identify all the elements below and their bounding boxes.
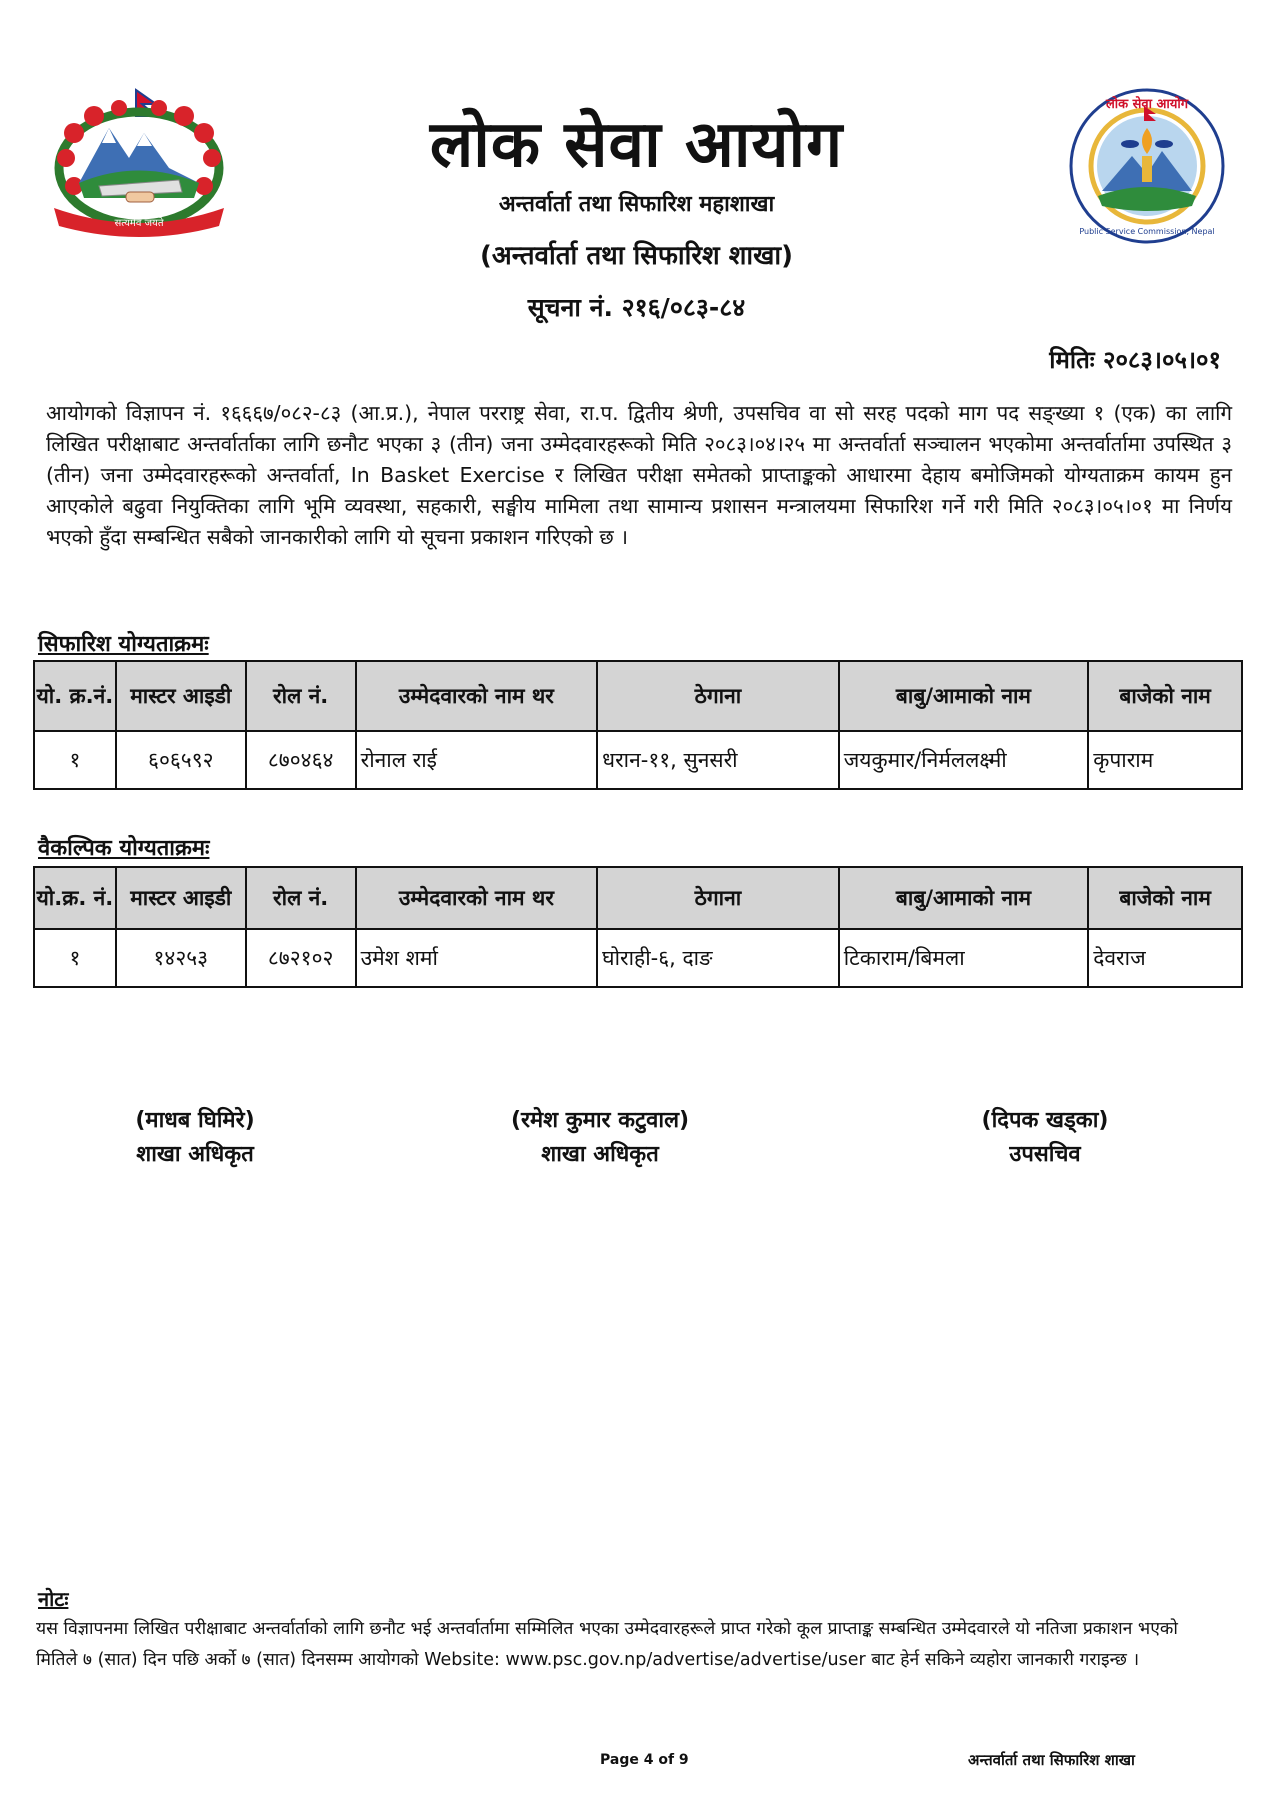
cell-parents: टिकाराम/बिमला bbox=[839, 929, 1089, 987]
column-header-master-id: मास्टर आइडी bbox=[116, 867, 246, 929]
signature-block-3 bbox=[945, 1104, 1145, 1172]
cell-master-id: १४२५३ bbox=[116, 929, 246, 987]
signature-block-1 bbox=[95, 1104, 295, 1172]
note-label: नोटः bbox=[38, 1587, 69, 1611]
signatory-name: (दिपक खड्का) bbox=[981, 1108, 1109, 1133]
division-name: अन्तर्वार्ता तथा सिफारिश महाशाखा bbox=[498, 192, 775, 217]
note-text: यस विज्ञापनमा लिखित परीक्षाबाट अन्तर्वार्ताको लागि छनौट भई अन्तर्वार्तामा सम्मिलित भएका उम्मेदवारहरूले प्राप्त गरेको कूल प्राप्ताङ्क सम्बन्धित उम्मेदवारले यो नतिजा प्रकाशन भएको मितिले ७ (सात) दिन पछि अर्को ७ (सात) दिनसम्म आयोगको Website: www.psc.gov.np/advertise/advertise/user बाट हेर्न सकिने व्यहोरा जानकारी गराइन्छ । bbox=[36, 1619, 1178, 1670]
signatory-name: (माधब घिमिरे) bbox=[135, 1108, 255, 1133]
cell-parents: जयकुमार/निर्मललक्ष्मी bbox=[839, 731, 1089, 789]
column-header-name: उम्मेदवारको नाम थर bbox=[356, 867, 598, 929]
table-row bbox=[34, 929, 1242, 987]
alternate-table bbox=[33, 866, 1243, 988]
column-header-master-id: मास्टर आइडी bbox=[116, 661, 246, 731]
column-header-grandfather: बाजेको नाम bbox=[1088, 867, 1242, 929]
svg-text:Public Service Commission, Nep: Public Service Commission, Nepal bbox=[1079, 227, 1215, 236]
recommended-table bbox=[33, 660, 1243, 790]
table-header-row bbox=[34, 661, 1242, 731]
column-header-serial: यो.क्र. नं. bbox=[34, 867, 116, 929]
notice-date: मितिः २०८३।०५।०१ bbox=[1049, 346, 1221, 374]
column-header-parents: बाबु/आमाको नाम bbox=[839, 867, 1089, 929]
column-header-roll-no: रोल नं. bbox=[246, 661, 356, 731]
notice-body: आयोगको विज्ञापन नं. १६६६७/०८२-८३ (आ.प्र.), नेपाल परराष्ट्र सेवा, रा.प. द्वितीय श्रेणी, उपसचिव वा सो सरह पदको माग पद सङ्ख्या १ (एक) का लागि लिखित परीक्षाबाट अन्तर्वार्ताका लागि छनौट भएका ३ (तीन) जना उम्मेदवारहरूको मिति २०८३।०४।२५ मा अन्तर्वार्ता सञ्चालन भएकोमा अन्तर्वार्तामा उपस्थित ३ (तीन) जना उम्मेदवारहरूको अन्तर्वार्ता, In Basket Exercise र लिखित परीक्षा समेतको प्राप्ताङ्कको आधारमा देहाय बमोजिमको योग्यताक्रम कायम हुन आएकोले बढुवा नियुक्तिका लागि भूमि व्यवस्था, सहकारी, सङ्घीय मामिला तथा सामान्य प्रशासन मन्त्रालयमा सिफारिश गर्ने गरी मिति २०८३।०५।०१ मा निर्णय भएको हुँदा सम्बन्धित सबैको जानकारीको लागि यो सूचना प्रकाशन गरिएको छ । bbox=[46, 401, 1232, 549]
alternate-list-label: वैकल्पिक योग्यताक्रमः bbox=[38, 836, 210, 861]
cell-serial: १ bbox=[34, 731, 116, 789]
cell-name: रोनाल राई bbox=[356, 731, 598, 789]
cell-roll-no: ८७०४६४ bbox=[246, 731, 356, 789]
svg-text:सत्यमेव जयते: सत्यमेव जयते bbox=[114, 218, 164, 229]
section-name: (अन्तर्वार्ता तथा सिफारिश शाखा) bbox=[479, 241, 794, 271]
page-title: लोक सेवा आयोग bbox=[429, 108, 844, 182]
column-header-grandfather: बाजेको नाम bbox=[1088, 661, 1242, 731]
cell-address: घोराही-६, दाङ bbox=[597, 929, 839, 987]
cell-name: उमेश शर्मा bbox=[356, 929, 598, 987]
cell-master-id: ६०६५९२ bbox=[116, 731, 246, 789]
column-header-address: ठेगाना bbox=[597, 867, 839, 929]
column-header-serial: यो. क्र.नं. bbox=[34, 661, 116, 731]
cell-grandfather: कृपाराम bbox=[1088, 731, 1242, 789]
cell-address: धरान-११, सुनसरी bbox=[597, 731, 839, 789]
signatory-title: उपसचिव bbox=[1009, 1142, 1081, 1167]
cell-serial: १ bbox=[34, 929, 116, 987]
table-header-row bbox=[34, 867, 1242, 929]
cell-grandfather: देवराज bbox=[1088, 929, 1242, 987]
signatory-title: शाखा अधिकृत bbox=[136, 1142, 254, 1167]
column-header-parents: बाबु/आमाको नाम bbox=[839, 661, 1089, 731]
cell-roll-no: ८७२१०२ bbox=[246, 929, 356, 987]
column-header-name: उम्मेदवारको नाम थर bbox=[356, 661, 598, 731]
recommended-list-label: सिफारिश योग्यताक्रमः bbox=[38, 632, 209, 657]
svg-text:लोक सेवा आयोग: लोक सेवा आयोग bbox=[1105, 97, 1189, 112]
signatory-title: शाखा अधिकृत bbox=[541, 1142, 659, 1167]
table-row bbox=[34, 731, 1242, 789]
page-number: Page 4 of 9 bbox=[600, 1752, 689, 1768]
signatory-name: (रमेश कुमार कटुवाल) bbox=[510, 1108, 690, 1133]
footer-branch-name: अन्तर्वार्ता तथा सिफारिश शाखा bbox=[968, 1751, 1135, 1769]
column-header-address: ठेगाना bbox=[597, 661, 839, 731]
notice-number: सूचना नं. २१६/०८३-८४ bbox=[527, 293, 746, 322]
signature-block-2 bbox=[470, 1104, 730, 1172]
column-header-roll-no: रोल नं. bbox=[246, 867, 356, 929]
